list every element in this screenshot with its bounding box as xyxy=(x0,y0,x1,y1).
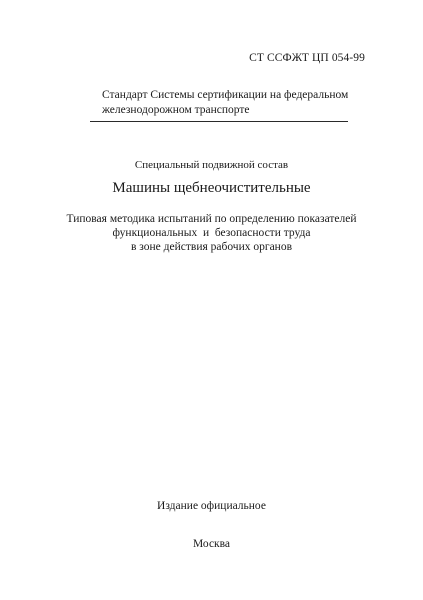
horizontal-divider xyxy=(90,121,348,122)
standard-system-header xyxy=(102,88,348,117)
document-code: СТ ССФЖТ ЦП 054-99 xyxy=(249,52,365,64)
edition-label: Издание официальное xyxy=(157,500,266,512)
document-subtitle xyxy=(0,212,423,254)
subtitle-line-2: функциональных и безопасности труда xyxy=(112,227,311,239)
subtitle-line-1: Типовая методика испытаний по определению показателей xyxy=(66,213,357,225)
document-category: Специальный подвижной состав xyxy=(134,159,289,171)
publication-city: Москва xyxy=(192,538,231,550)
standard-line-2: железнодорожном транспорте xyxy=(102,103,250,116)
standard-line-1: Стандарт Системы сертификации на федеральном xyxy=(102,89,349,101)
document-title: Машины щебнеочистительные xyxy=(112,180,311,196)
subtitle-line-3: в зоне действия рабочих органов xyxy=(130,241,293,253)
